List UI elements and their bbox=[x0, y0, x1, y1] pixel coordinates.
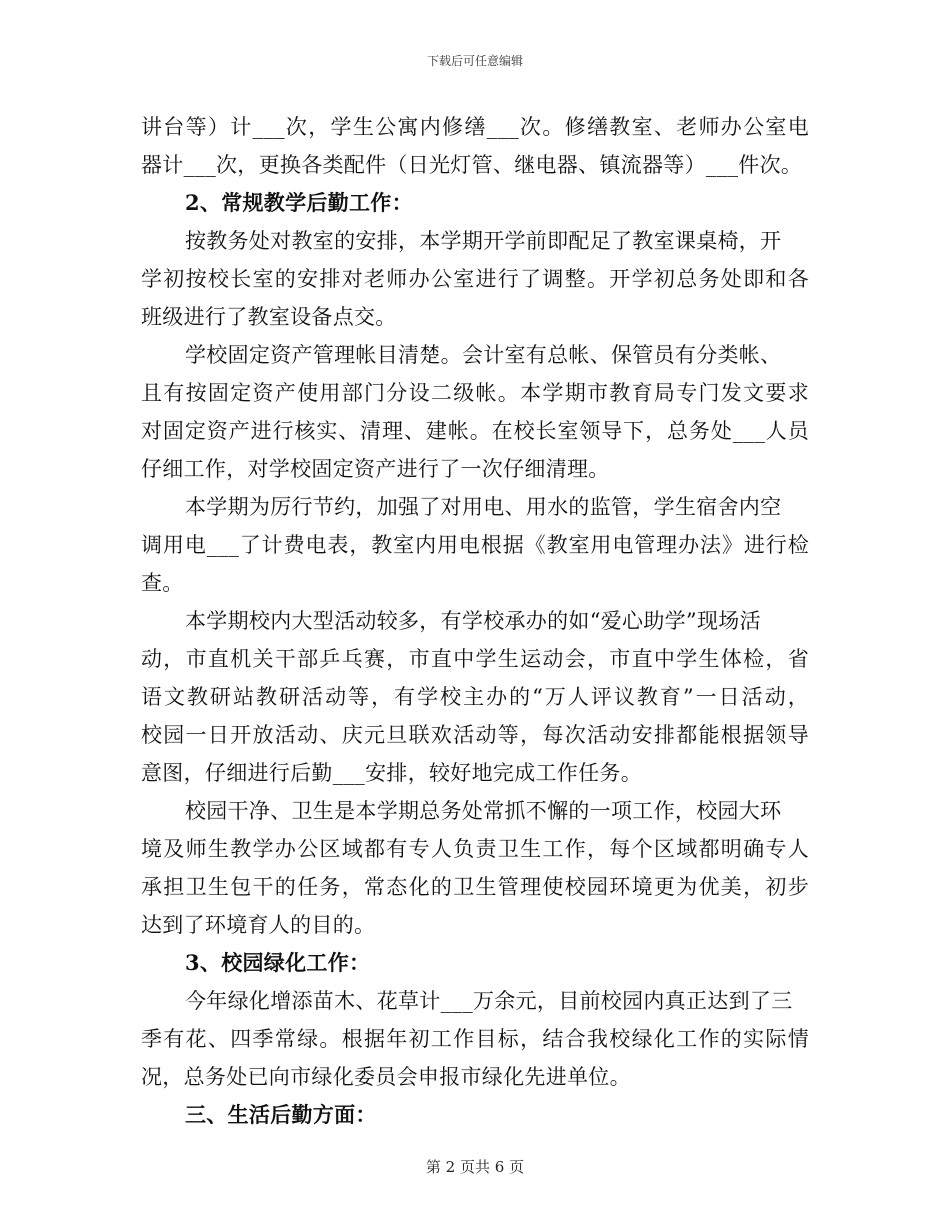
text-line: 按教务处对教室的安排，本学期开学前即配足了教室课桌椅，开 bbox=[185, 229, 782, 253]
text-line: 况，总务处已向市绿化委员会申报市绿化先进单位。 bbox=[141, 1065, 631, 1089]
section-heading: 3、校园绿化工作： bbox=[185, 950, 371, 975]
text-line: 今年绿化增添苗木、花草计___万余元，目前校园内真正达到了三 bbox=[185, 989, 793, 1013]
text-line: 对固定资产进行核实、清理、建帐。在校长室领导下，总务处___人员 bbox=[141, 419, 809, 443]
text-line: 境及师生教学办公区域都有专人负责卫生工作，每个区域都明确专人 bbox=[141, 837, 809, 861]
text-line: 学初按校长室的安排对老师办公室进行了调整。开学初总务处即和各 bbox=[141, 267, 809, 291]
text-line: 校园一日开放活动、庆元旦联欢活动等，每次活动安排都能根据领导 bbox=[141, 723, 809, 747]
text-line: 班级进行了教室设备点交。 bbox=[141, 305, 397, 329]
page-footer: 第 2 页共 6 页 bbox=[425, 1158, 525, 1176]
text-line: 季有花、四季常绿。根据年初工作目标，结合我校绿化工作的实际情 bbox=[141, 1027, 809, 1051]
section-heading: 2、常规教学后勤工作： bbox=[185, 190, 413, 215]
text-line: 本学期为厉行节约，加强了对用电、用水的监管，学生宿舍内空 bbox=[185, 495, 782, 519]
text-line: 动，市直机关干部乒乓赛，市直中学生运动会，市直中学生体检，省 bbox=[141, 647, 809, 671]
text-line: 本学期校内大型活动较多，有学校承办的如“爱心助学”现场活 bbox=[185, 609, 761, 633]
text-line: 仔细工作，对学校固定资产进行了一次仔细清理。 bbox=[141, 457, 610, 481]
text-line: 意图，仔细进行后勤___安排，较好地完成工作任务。 bbox=[141, 761, 642, 785]
text-line: 承担卫生包干的任务，常态化的卫生管理使校园环境更为优美，初步 bbox=[141, 875, 809, 899]
section-heading: 三、生活后勤方面： bbox=[185, 1102, 377, 1127]
text-line: 语文教研站教研活动等，有学校主办的“万人评议教育”一日活动， bbox=[141, 685, 809, 709]
text-line: 讲台等）计___次，学生公寓内修缮___次。修缮教室、老师办公室电 bbox=[141, 115, 809, 139]
text-line: 校园干净、卫生是本学期总务处常抓不懈的一项工作，校园大环 bbox=[185, 799, 782, 823]
page-header: 下载后可任意编辑 bbox=[426, 54, 523, 68]
text-line: 查。 bbox=[141, 571, 184, 595]
text-line: 且有按固定资产使用部门分设二级帐。本学期市教育局专门发文要求 bbox=[141, 381, 809, 405]
document-body bbox=[141, 108, 809, 1134]
text-line: 达到了环境育人的目的。 bbox=[141, 913, 376, 937]
text-line: 调用电___了计费电表，教室内用电根据《教室用电管理办法》进行检 bbox=[141, 533, 809, 557]
text-line: 学校固定资产管理帐目清楚。会计室有总帐、保管员有分类帐、 bbox=[185, 343, 782, 367]
text-line: 器计___次，更换各类配件（日光灯管、继电器、镇流器等）___件次。 bbox=[141, 153, 803, 177]
